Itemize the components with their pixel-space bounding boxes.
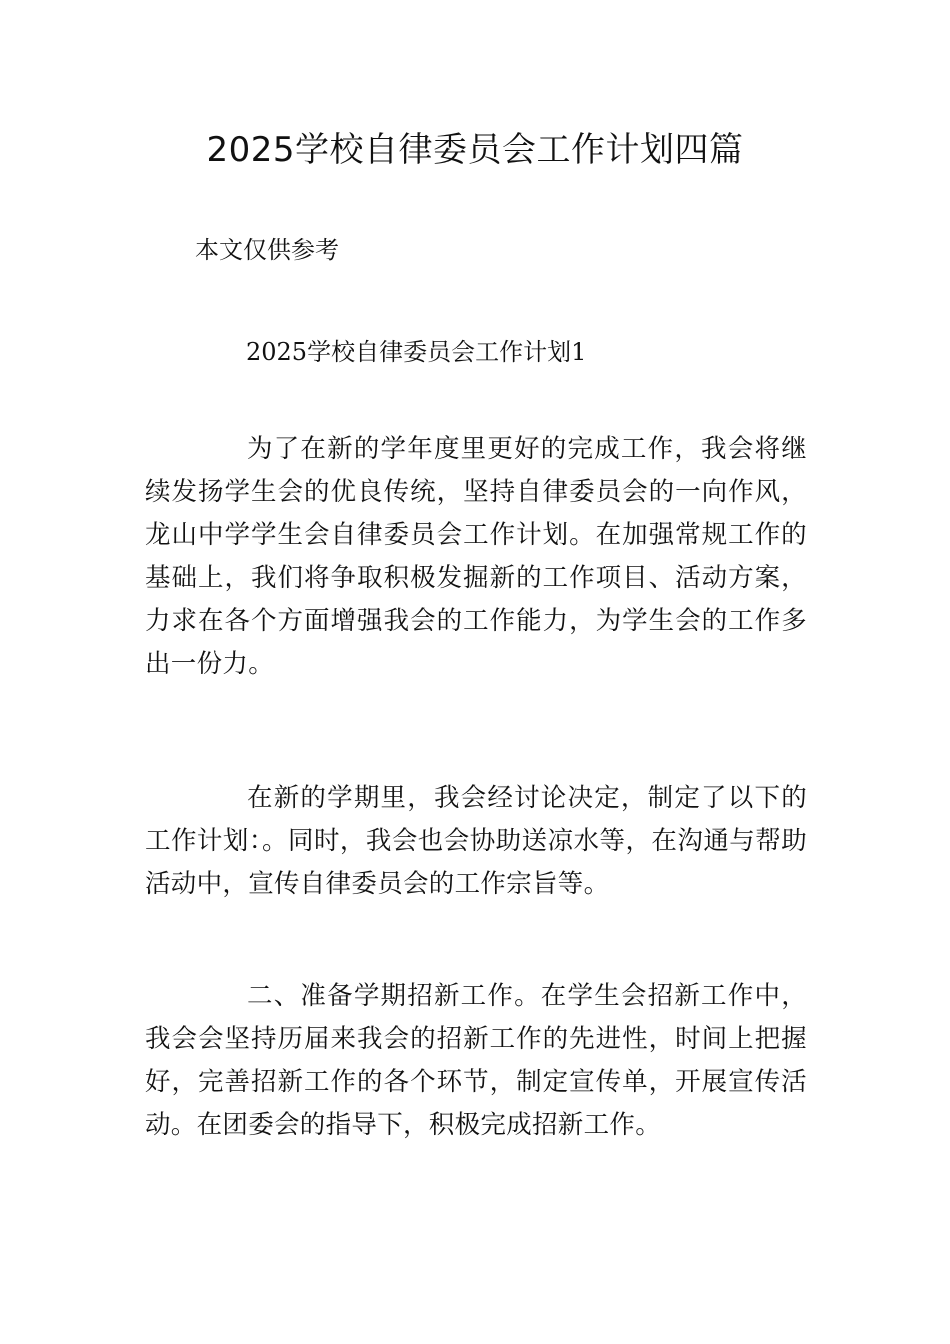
document-title: 2025学校自律委员会工作计划四篇 [206,130,744,170]
paragraph-1: 为了在新的学年度里更好的完成工作，我会将继续发扬学生会的优良传统，坚持自律委员会的一向作风，龙山中学学生会自律委员会工作计划。在加强常规工作的基础上，我们将争取积极发掘新的工作项目、活动方案，力求在各个方面增强我会的工作能力，为学生会的工作多出一份力。 [145,434,807,679]
paragraph-2: 在新的学期里，我会经讨论决定，制定了以下的工作计划：。同时，我会也会协助送凉水等，在沟通与帮助活动中，宣传自律委员会的工作宗旨等。 [145,783,807,899]
reference-note: 本文仅供参考 [195,236,339,264]
paragraph-3: 二、准备学期招新工作。在学生会招新工作中，我会会坚持历届来我会的招新工作的先进性，时间上把握好，完善招新工作的各个环节，制定宣传单，开展宣传活动。在团委会的指导下，积极完成招新工作。 [145,981,807,1140]
section-title: 2025学校自律委员会工作计划1 [246,338,587,366]
